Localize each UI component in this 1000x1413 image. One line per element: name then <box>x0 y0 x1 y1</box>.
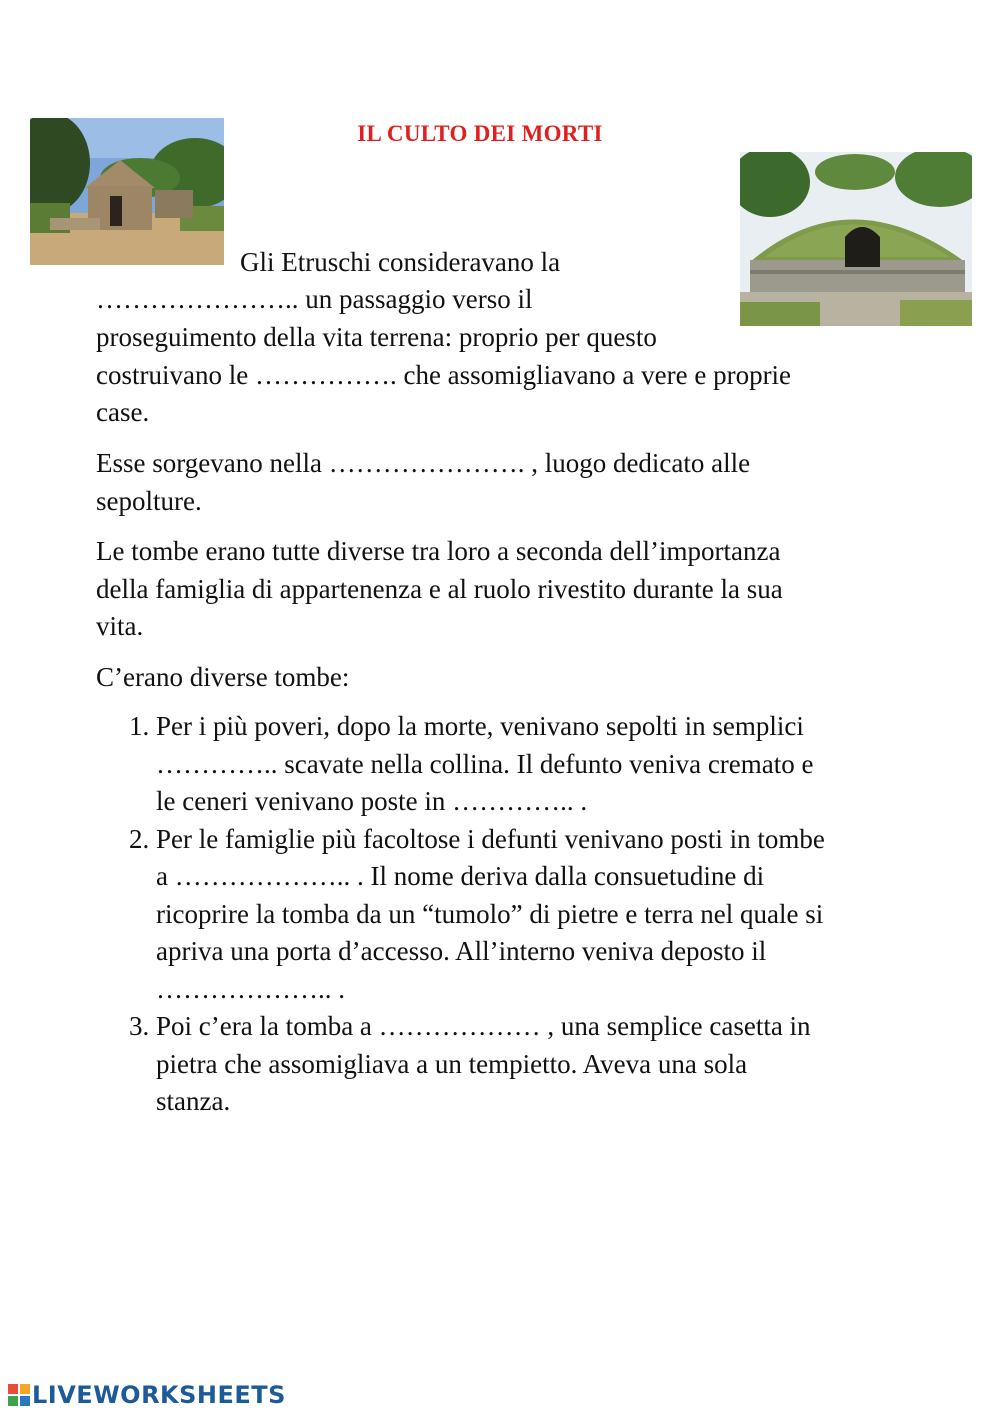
list-item <box>96 821 825 1009</box>
tumulus-tomb-photo <box>740 152 972 326</box>
list-item-line: ……………….. . <box>156 973 345 1004</box>
paragraph2-line-2: sepolture. <box>96 486 202 516</box>
liveworksheets-logo[interactable] <box>8 1381 286 1409</box>
list-item-line: Per i più poveri, dopo la morte, venivano sepolti in semplici <box>156 711 804 741</box>
paragraph3-line-3: vita. <box>96 611 144 641</box>
list-item-line: ricoprire la tomba da un “tumolo” di pietre e terra nel quale si <box>156 898 824 929</box>
paragraph3-line-2: della famiglia di appartenenza e al ruolo rivestito durante la sua <box>96 574 783 604</box>
intro-line-5: case. <box>96 397 150 427</box>
list-item-number: 1. <box>129 711 150 741</box>
intro-line-4: costruivano le ……………. che assomigliavano a vere e proprie <box>96 360 792 390</box>
aedicula-tomb-photo <box>30 118 224 265</box>
list-item-line: a ……………….. . Il nome deriva dalla consuetudine di <box>156 861 765 891</box>
list-item-line: le ceneri venivano poste in ………….. . <box>156 786 588 816</box>
tomb-types-list <box>96 708 825 1121</box>
list-item-line: pietra che assomigliava a un tempietto. Aveva una sola <box>156 1048 748 1079</box>
list-item-line: Per le famiglie più facoltose i defunti venivano posti in tombe <box>156 823 825 854</box>
list-item-line: stanza. <box>156 1086 231 1116</box>
brand-name: LIVEWORKSHEETS <box>32 1381 286 1409</box>
list-intro: C’erano diverse tombe: <box>96 662 350 692</box>
paragraph3-line-1: Le tombe erano tutte diverse tra loro a seconda dell’importanza <box>96 536 781 566</box>
page-title: IL CULTO DEI MORTI <box>357 121 603 146</box>
list-item-line: ………….. scavate nella collina. Il defunto veniva cremato e <box>156 748 814 779</box>
paragraph2-line-1: Esse sorgevano nella …………………. , luogo dedicato alle <box>96 448 751 478</box>
intro-line-2: ………………….. un passaggio verso il <box>96 284 533 314</box>
liveworksheets-icon <box>8 1384 30 1406</box>
list-item-line: Poi c’era la tomba a ……………… , una semplice casetta in <box>156 1011 811 1041</box>
intro-line-3: proseguimento della vita terrena: proprio per questo <box>96 322 657 352</box>
list-item <box>96 1008 825 1121</box>
list-item <box>96 708 825 821</box>
intro-line-1: Gli Etruschi consideravano la <box>240 247 561 277</box>
list-item-line: apriva una porta d’accesso. All’interno veniva deposto il <box>156 936 767 966</box>
list-item-number: 2. <box>129 823 150 854</box>
list-item-number: 3. <box>129 1011 150 1041</box>
